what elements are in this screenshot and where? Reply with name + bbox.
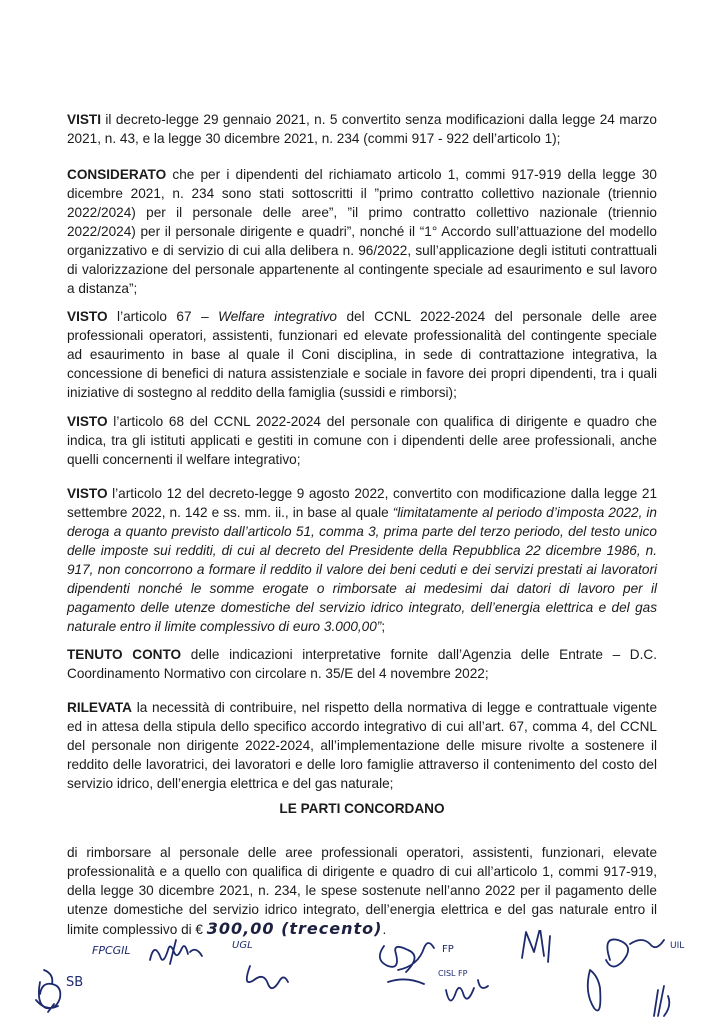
signature-label-uil: UIL [670, 941, 685, 951]
paragraph-text: . [382, 922, 387, 937]
paragraph-text: del CCNL 2022-2024 del personale delle aree professionali operatori, assistenti, funzionari ed elevate professionalità del contingente speciale ad esaurimento in base al quale il Coni disciplina, in sede di contrattazione integrativa, la concessione di benefici di natura assistenziale e sociale in favore dei propri dipendenti, tra i quali iniziative di sostegno al reddito della famiglia (sussidi e rimborsi); [67, 309, 657, 400]
paragraph-rilevata [67, 698, 657, 793]
signature-fp [380, 943, 434, 984]
paragraph-text: di rimborsare al personale delle aree professionali operatori, assistenti, funzionari, elevate professionalità e a quello con qualifica di dirigente e quadro di cui all’articolo 1, commi 917-919, della legge 30 dicembre 2021, n. 234, le spese sostenute nell’anno 2022 per il pagamento delle utenze domestiche del servizio idrico integrato, dell’energia elettrica e del gas naturale entro il limite complessivo di € [67, 845, 657, 937]
signature-label-sb: SB [66, 975, 84, 990]
paragraph-keyword: CONSIDERATO [67, 167, 167, 182]
paragraph-text: ; [381, 619, 386, 634]
signature-label-ugl: UGL [232, 940, 253, 951]
paragraph-italic-quote: “limitatamente al periodo d’imposta 2022, in deroga a quanto previsto dall’articolo 51, comma 3, prima parte del terzo periodo, del testo unico delle imposte sui redditi, di cui al decreto del Presidente della Repubblica 22 dicembre 1986, n. 917, non concorrono a formare il reddito il valore dei beni ceduti e dei servizi prestati ai lavoratori dipendenti nonché le somme erogate o rimborsate ai medesimi dai datori di lavoro per il pagamento delle utenze domestiche del servizio idrico integrato, dell’energia elettrica e del gas naturale entro il limite complessivo di euro 3.000,00” [67, 505, 657, 634]
signature-ugl [247, 966, 288, 988]
paragraph-visto-68 [67, 412, 657, 469]
paragraph-keyword: RILEVATA [67, 700, 132, 715]
paragraph-keyword: VISTO [67, 414, 108, 429]
paragraph-closing [67, 843, 657, 939]
paragraph-keyword: VISTO [67, 309, 108, 324]
signature-fpcgil [150, 940, 202, 964]
paragraph-keyword: VISTI [67, 112, 101, 127]
signature-sb [36, 970, 60, 1012]
signature-right-2 [588, 970, 601, 1011]
paragraph-keyword: VISTO [67, 486, 108, 501]
paragraph-text: l’articolo 67 – [107, 309, 219, 324]
signature-label-fpcgil: FPCGIL [92, 944, 131, 957]
paragraph-text: delle indicazioni interpretative fornite dall’Agenzia delle Entrate – D.C. Coordinamento Normativo con circolare n. 35/E del 4 novembre 2022; [67, 647, 657, 681]
paragraph-visto-67 [67, 307, 657, 402]
signature-right-1 [606, 939, 664, 966]
paragraph-tenuto-conto [67, 645, 657, 683]
signature-label-cislfp: CISL FP [438, 969, 468, 978]
handwritten-amount: 300,00 (trecento) [206, 919, 383, 938]
paragraph-keyword: TENUTO CONTO [67, 647, 182, 662]
paragraph-text: l’articolo 68 del CCNL 2022-2024 del personale con qualifica di dirigente e quadro che indica, tra gli istituti applicati e gestiti in comune con i dipendenti delle aree professionali, anche quelli concernenti il welfare integrativo; [67, 414, 657, 467]
paragraph-text: che per i dipendenti del richiamato articolo 1, commi 917-919 della legge 30 dicembre 2021, n. 234 sono stati sottoscritti il ”primo contratto collettivo nazionale (triennio 2022/2024) per il personale delle aree”, ”il primo contratto collettivo nazionale (triennio 2022/2024) per il personale dirigente e quadri”, nonché il “1° Accordo sull’attuazione del modello organizzativo e di servizio di cui alla delibera n. 96/2022, sull’applicazione degli istituti contrattuali di valorizzazione del personale appartenente al contingente speciale ad esaurimento e sul lavoro a distanza”; [67, 167, 657, 296]
paragraph-text: l’articolo 12 del decreto-legge 9 agosto 2022, convertito con modificazione dalla legge 21 settembre 2022, n. 142 e ss. mm. ii., in base al quale [67, 486, 657, 520]
section-heading: LE PARTI CONCORDANO [279, 801, 445, 816]
signature-m [522, 930, 550, 962]
paragraph-considerato [67, 165, 657, 298]
signature-cislfp [446, 980, 488, 1001]
paragraph-visto-12 [67, 484, 657, 636]
paragraph-italic-text: Welfare integrativo [218, 309, 337, 324]
paragraph-text: il decreto-legge 29 gennaio 2021, n. 5 convertito senza modificazioni dalla legge 24 marzo 2021, n. 43, e la legge 30 dicembre 2021, n. 234 (commi 917 - 922 dell’articolo 1); [67, 112, 657, 146]
paragraph-text: la necessità di contribuire, nel rispetto della normativa di legge e contrattuale vigente ed in attesa della stipula dello specifico accordo integrativo di cui all’art. 67, comma 4, del CCNL del personale non dirigente 2022-2024, all’implementazione delle misure rivolte a sostenere il reddito delle lavoratrici, dei lavoratori e delle loro famiglie attraverso il contenimento del costo del servizio idrico, dell’energia elettrica e del gas naturale; [67, 700, 657, 791]
signatures-area [0, 930, 724, 1024]
signature-right-3 [654, 986, 669, 1016]
signature-label-fp: FP [442, 944, 454, 955]
paragraph-visti [67, 110, 657, 148]
